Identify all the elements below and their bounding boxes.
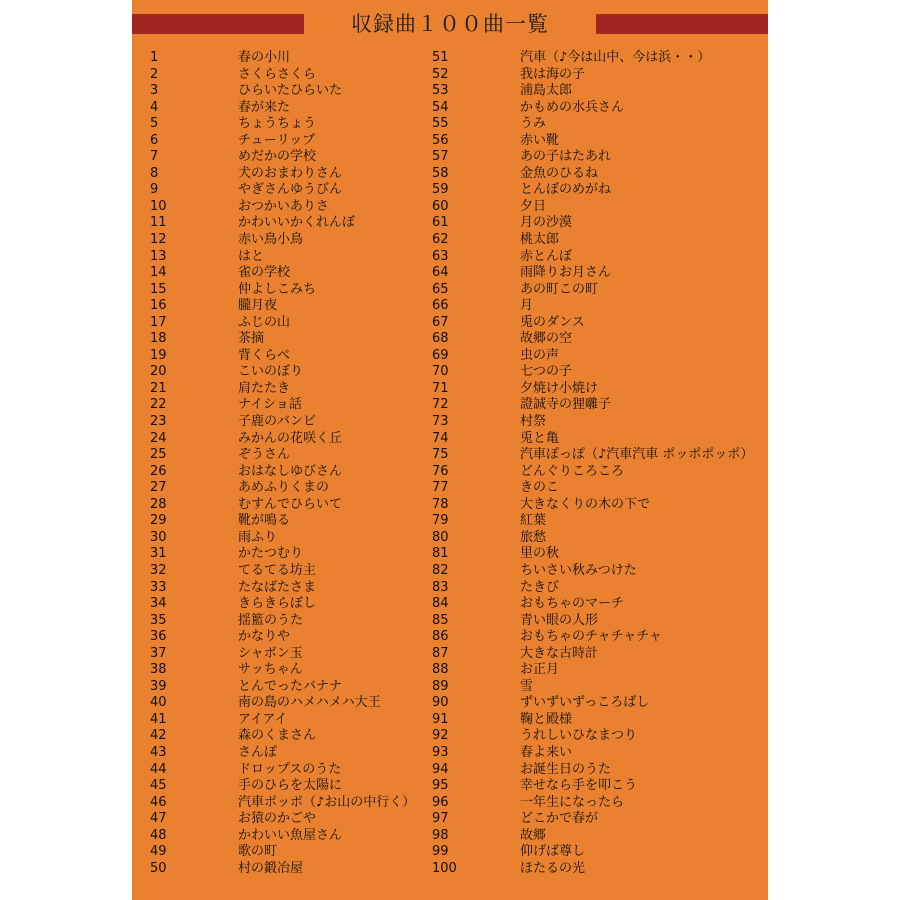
song-title: ナイショ話 bbox=[238, 397, 302, 413]
song-number: 44 bbox=[150, 761, 167, 777]
song-title: 仰げば尊し bbox=[520, 844, 586, 860]
song-number: 51 bbox=[432, 50, 449, 65]
song-title: 里の秋 bbox=[520, 546, 560, 562]
song-number: 4 bbox=[150, 99, 159, 115]
song-title: あめふりくまの bbox=[238, 480, 330, 496]
song-number: 75 bbox=[432, 447, 449, 463]
song-number: 68 bbox=[432, 331, 449, 347]
song-title: かなりや bbox=[238, 629, 291, 645]
song-title: 金魚のひるね bbox=[520, 165, 599, 181]
song-title: 春が来た bbox=[238, 99, 291, 115]
song-number: 91 bbox=[432, 711, 449, 727]
song-title: ひらいたひらいた bbox=[238, 83, 343, 99]
song-title: 故郷 bbox=[520, 827, 547, 843]
song-number: 62 bbox=[432, 232, 449, 248]
song-number: 32 bbox=[150, 562, 167, 578]
song-number: 49 bbox=[150, 844, 167, 860]
song-title: 七つの子 bbox=[520, 364, 573, 380]
song-title: おもちゃのマーチ bbox=[520, 596, 625, 612]
title-bar bbox=[132, 10, 768, 38]
song-title: 雀の学校 bbox=[238, 265, 291, 281]
song-number: 67 bbox=[432, 314, 449, 330]
title-bar-left-stripe bbox=[132, 14, 304, 34]
song-number: 9 bbox=[150, 182, 159, 198]
song-number: 98 bbox=[432, 827, 449, 843]
song-title: 赤い鳥小鳥 bbox=[238, 232, 304, 248]
song-number: 87 bbox=[432, 645, 449, 661]
song-title: こいのぼり bbox=[238, 364, 304, 380]
song-number: 13 bbox=[150, 248, 167, 264]
song-title: ほたるの光 bbox=[520, 860, 586, 876]
song-number: 26 bbox=[150, 463, 167, 479]
song-title: 春よ来い bbox=[520, 744, 573, 760]
song-number: 81 bbox=[432, 546, 449, 562]
song-number: 48 bbox=[150, 827, 167, 843]
song-title: 茶摘 bbox=[238, 331, 265, 347]
song-number: 83 bbox=[432, 579, 449, 595]
song-title: たなばたさま bbox=[238, 579, 317, 595]
song-number: 78 bbox=[432, 496, 449, 512]
song-number: 47 bbox=[150, 811, 167, 827]
song-title: 雨降りお月さん bbox=[520, 265, 612, 281]
song-number: 12 bbox=[150, 232, 167, 248]
song-number: 74 bbox=[432, 430, 449, 446]
song-number: 84 bbox=[432, 596, 449, 612]
song-number: 35 bbox=[150, 612, 167, 628]
song-number: 19 bbox=[150, 347, 167, 363]
song-number: 39 bbox=[150, 678, 167, 694]
song-number: 7 bbox=[150, 149, 159, 165]
song-number: 59 bbox=[432, 182, 449, 198]
song-title: おはなしゆびさん bbox=[238, 463, 343, 479]
song-title: あの子はたあれ bbox=[520, 149, 612, 165]
song-title: かもめの水兵さん bbox=[520, 99, 625, 115]
song-number: 61 bbox=[432, 215, 449, 231]
song-number: 71 bbox=[432, 380, 449, 396]
song-title: おもちゃのチャチャチャ bbox=[520, 629, 662, 645]
song-number: 82 bbox=[432, 562, 449, 578]
song-title: 紅葉 bbox=[520, 513, 547, 529]
song-number: 27 bbox=[150, 480, 167, 496]
song-number: 53 bbox=[432, 83, 449, 99]
song-title: 手のひらを太陽に bbox=[238, 778, 343, 794]
song-title: 南の島のハメハメハ大王 bbox=[238, 695, 381, 711]
song-number: 93 bbox=[432, 744, 449, 760]
song-number: 85 bbox=[432, 612, 449, 628]
song-title: きらきらぼし bbox=[238, 596, 317, 612]
song-number: 25 bbox=[150, 447, 167, 463]
song-title: どんぐりころころ bbox=[520, 463, 625, 479]
song-title: お誕生日のうた bbox=[520, 761, 612, 777]
song-title: 春の小川 bbox=[238, 50, 291, 65]
song-title: みかんの花咲く丘 bbox=[238, 430, 343, 446]
song-title: 朧月夜 bbox=[238, 298, 278, 314]
song-title: アイアイ bbox=[238, 711, 288, 727]
song-number: 2 bbox=[150, 66, 159, 82]
song-title: シャボン玉 bbox=[238, 645, 303, 661]
song-title: さくらさくら bbox=[238, 66, 317, 82]
song-title: やぎさんゆうびん bbox=[238, 182, 343, 198]
song-title: 汽車ポッポ（♪お山の中行く） bbox=[238, 794, 416, 810]
song-number: 89 bbox=[432, 678, 449, 694]
song-title: 桃太郎 bbox=[520, 232, 560, 248]
song-title: うみ bbox=[520, 116, 547, 132]
song-number: 45 bbox=[150, 778, 167, 794]
song-title: 鞠と殿様 bbox=[520, 711, 573, 727]
song-title: あの町この町 bbox=[520, 281, 599, 297]
song-title: 歌の町 bbox=[238, 844, 278, 860]
song-number: 15 bbox=[150, 281, 167, 297]
song-title: きのこ bbox=[520, 480, 560, 496]
song-title: お猿のかごや bbox=[238, 811, 317, 827]
song-title: 青い眼の人形 bbox=[520, 612, 599, 628]
song-title: うれしいひなまつり bbox=[520, 728, 638, 744]
song-title: 虫の声 bbox=[520, 347, 560, 363]
song-number: 22 bbox=[150, 397, 167, 413]
song-number: 43 bbox=[150, 744, 167, 760]
song-list-page bbox=[132, 0, 768, 900]
song-title: かわいいかくれんぼ bbox=[238, 215, 356, 231]
song-number: 18 bbox=[150, 331, 167, 347]
song-number: 34 bbox=[150, 596, 167, 612]
song-number: 29 bbox=[150, 513, 167, 529]
song-title: ぞうさん bbox=[238, 447, 291, 463]
song-title: 雪 bbox=[520, 678, 534, 694]
song-title: はと bbox=[238, 248, 265, 264]
song-number: 11 bbox=[150, 215, 167, 231]
song-number: 70 bbox=[432, 364, 449, 380]
title-bar-right-stripe bbox=[596, 14, 768, 34]
song-title: 背くらべ bbox=[238, 347, 291, 363]
song-title: 仲よしこみち bbox=[238, 281, 317, 297]
song-title: 一年生になったら bbox=[520, 794, 625, 810]
song-number: 56 bbox=[432, 132, 449, 148]
song-title: かわいい魚屋さん bbox=[238, 827, 343, 843]
song-title: 赤い靴 bbox=[520, 132, 560, 148]
song-number: 92 bbox=[432, 728, 449, 744]
song-title: 大きな古時計 bbox=[520, 645, 599, 661]
song-number: 80 bbox=[432, 529, 449, 545]
song-title: 大きなくりの木の下で bbox=[520, 496, 651, 512]
song-title: おつかいありさ bbox=[238, 198, 329, 214]
song-title: どこかで春が bbox=[520, 811, 599, 827]
song-number: 76 bbox=[432, 463, 449, 479]
song-number: 65 bbox=[432, 281, 449, 297]
song-number: 36 bbox=[150, 629, 167, 645]
song-number: 66 bbox=[432, 298, 449, 314]
song-number: 95 bbox=[432, 778, 449, 794]
song-number: 8 bbox=[150, 165, 159, 181]
song-number: 37 bbox=[150, 645, 167, 661]
song-title: たきび bbox=[520, 579, 560, 595]
song-number: 58 bbox=[432, 165, 449, 181]
song-title: チューリップ bbox=[238, 132, 316, 148]
song-title: 月の沙漠 bbox=[520, 215, 573, 231]
song-number: 20 bbox=[150, 364, 167, 380]
song-title: さんぽ bbox=[238, 744, 278, 760]
song-title: 我は海の子 bbox=[520, 66, 586, 82]
song-number: 55 bbox=[432, 116, 449, 132]
song-title: 夕焼け小焼け bbox=[520, 380, 599, 396]
song-title: 揺籃のうた bbox=[238, 612, 304, 628]
song-number: 16 bbox=[150, 298, 167, 314]
song-title: 汽車（♪今は山中、今は浜・・） bbox=[520, 50, 711, 65]
song-title: ちいさい秋みつけた bbox=[520, 562, 637, 578]
song-number: 69 bbox=[432, 347, 449, 363]
song-number: 63 bbox=[432, 248, 449, 264]
song-number: 100 bbox=[432, 860, 457, 876]
song-number: 30 bbox=[150, 529, 167, 545]
song-title: とんでったバナナ bbox=[238, 678, 343, 694]
song-number: 3 bbox=[150, 83, 159, 99]
song-title: 故郷の空 bbox=[520, 331, 573, 347]
song-number: 17 bbox=[150, 314, 167, 330]
song-title: 幸せなら手を叩こう bbox=[520, 778, 638, 794]
song-number: 90 bbox=[432, 695, 449, 711]
song-title: 村の鍛冶屋 bbox=[238, 860, 304, 876]
song-number: 5 bbox=[150, 116, 159, 132]
song-number: 52 bbox=[432, 66, 449, 82]
song-title: かたつむり bbox=[238, 546, 304, 562]
song-title: 犬のおまわりさん bbox=[238, 165, 343, 181]
song-number: 21 bbox=[150, 380, 167, 396]
song-number: 33 bbox=[150, 579, 167, 595]
song-title: めだかの学校 bbox=[238, 149, 317, 165]
song-number: 88 bbox=[432, 662, 449, 678]
song-number: 86 bbox=[432, 629, 449, 645]
song-title: 赤とんぼ bbox=[520, 248, 573, 264]
song-title: 月 bbox=[520, 298, 534, 314]
song-number: 96 bbox=[432, 794, 449, 810]
song-title: てるてる坊主 bbox=[238, 562, 316, 578]
song-number: 73 bbox=[432, 414, 449, 430]
song-title: お正月 bbox=[520, 662, 560, 678]
song-title: ドロップスのうた bbox=[238, 761, 342, 777]
song-number: 24 bbox=[150, 430, 167, 446]
song-title: 兎と亀 bbox=[520, 430, 560, 446]
song-number: 72 bbox=[432, 397, 449, 413]
song-title: 汽車ぽっぽ（♪汽車汽車 ポッポポッポ） bbox=[520, 447, 754, 463]
song-title: 浦島太郎 bbox=[520, 83, 573, 99]
song-number: 94 bbox=[432, 761, 449, 777]
song-title: 證誠寺の狸囃子 bbox=[520, 397, 612, 413]
song-title: 靴が鳴る bbox=[238, 513, 291, 529]
song-number: 23 bbox=[150, 414, 167, 430]
song-number: 6 bbox=[150, 132, 159, 148]
song-number: 50 bbox=[150, 860, 167, 876]
song-title: 肩たたき bbox=[238, 380, 291, 396]
song-title: ふじの山 bbox=[238, 314, 291, 330]
song-number: 42 bbox=[150, 728, 167, 744]
song-number: 10 bbox=[150, 198, 167, 214]
song-title: 子鹿のバンビ bbox=[238, 414, 317, 430]
song-number: 54 bbox=[432, 99, 449, 115]
song-title: ずいずいずっころばし bbox=[520, 695, 650, 711]
song-number: 57 bbox=[432, 149, 449, 165]
song-number: 60 bbox=[432, 198, 449, 214]
song-title: 旅愁 bbox=[520, 529, 547, 545]
song-title: 兎のダンス bbox=[520, 314, 585, 330]
song-title: ちょうちょう bbox=[238, 116, 317, 132]
song-number: 31 bbox=[150, 546, 167, 562]
song-title: 森のくまさん bbox=[238, 728, 317, 744]
song-number: 38 bbox=[150, 662, 167, 678]
page-title: 収録曲１００曲一覧 bbox=[351, 12, 549, 36]
song-number: 64 bbox=[432, 265, 449, 281]
song-title: とんぼのめがね bbox=[520, 182, 612, 198]
song-title: 雨ふり bbox=[238, 529, 278, 545]
song-number: 14 bbox=[150, 265, 167, 281]
song-number: 97 bbox=[432, 811, 449, 827]
song-number: 79 bbox=[432, 513, 449, 529]
song-number: 46 bbox=[150, 794, 167, 810]
song-number: 99 bbox=[432, 844, 449, 860]
song-title: 村祭 bbox=[520, 414, 547, 430]
song-number: 40 bbox=[150, 695, 167, 711]
song-number: 1 bbox=[150, 50, 159, 65]
song-title: サッちゃん bbox=[238, 662, 303, 678]
song-title: 夕日 bbox=[520, 198, 547, 214]
song-number: 28 bbox=[150, 496, 167, 512]
song-number: 77 bbox=[432, 480, 449, 496]
song-number: 41 bbox=[150, 711, 167, 727]
song-title: むすんでひらいて bbox=[238, 496, 343, 512]
